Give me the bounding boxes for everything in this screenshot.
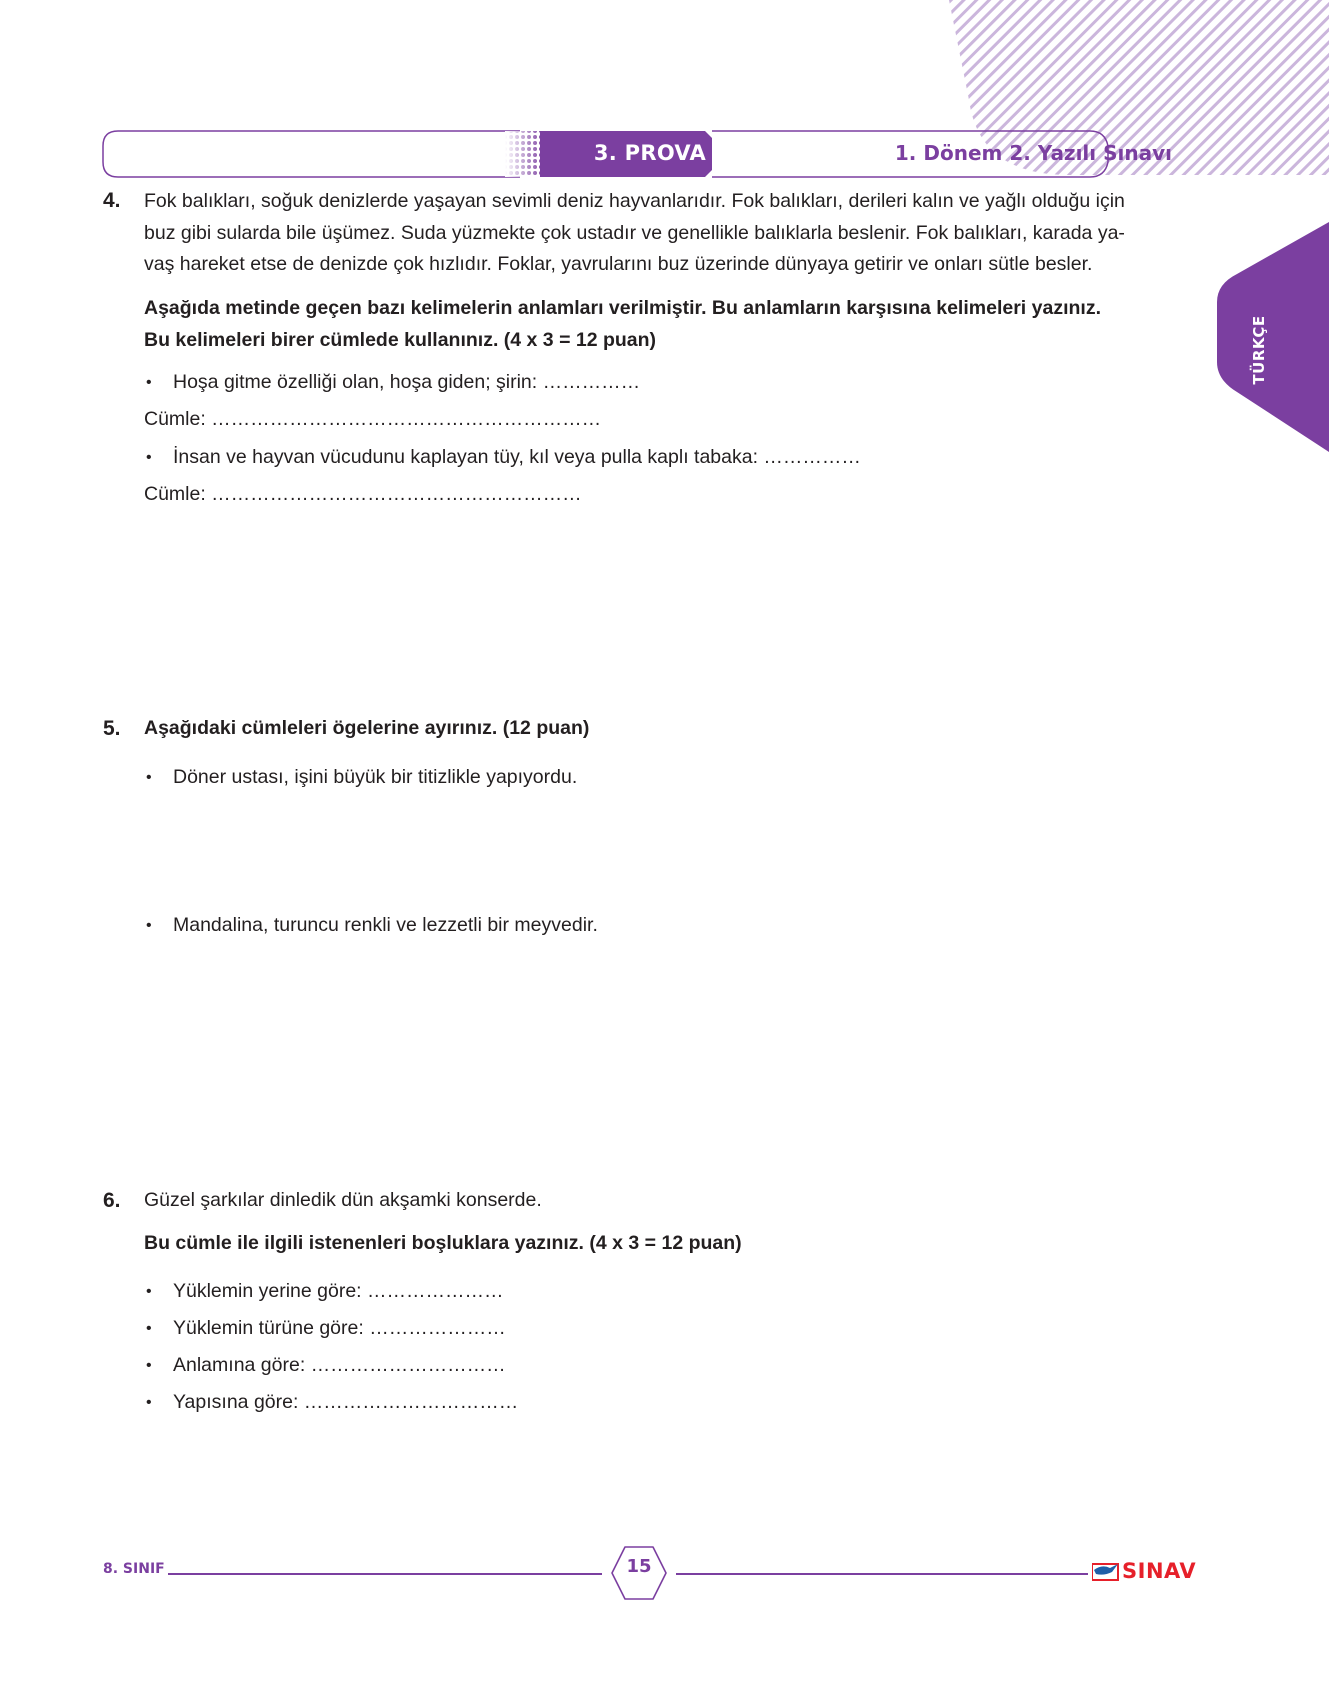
- bullet: •: [146, 769, 152, 786]
- q5-item-2-text: Mandalina, turuncu renkli ve lezzetli bir meyvedir.: [173, 914, 598, 936]
- bullet: •: [146, 917, 152, 934]
- brand-logo: SINAV: [1122, 1559, 1197, 1583]
- q5-item-1-text: Döner ustası, işini büyük bir titizlikle yapıyordu.: [173, 766, 578, 788]
- instruction-line: Bu kelimeleri birer cümlede kullanınız. (4 x 3 = 12 puan): [144, 328, 657, 351]
- page-number: 15: [626, 1556, 652, 1577]
- question-5-instruction: Aşağıdaki cümleleri ögelerine ayırınız. (12 puan): [144, 717, 590, 739]
- question-4-instruction: [144, 293, 1179, 356]
- question-4-paragraph: [144, 186, 1179, 281]
- bullet: •: [146, 1394, 152, 1411]
- question-4-number: 4.: [103, 189, 121, 212]
- bullet: •: [146, 374, 152, 391]
- q4-item-1-text: Hoşa gitme özelliği olan, hoşa giden; şirin: ……………: [173, 371, 641, 393]
- exam-title: 1. Dönem 2. Yazılı Sınavı: [894, 141, 1172, 165]
- q6-item-3-text: Anlamına göre: …………………………: [173, 1354, 506, 1376]
- bullet: •: [146, 449, 152, 466]
- bullet: •: [146, 1320, 152, 1337]
- question-6-number: 6.: [103, 1189, 121, 1212]
- paragraph-line: vaş hareket etse de denizde çok hızlıdır. Foklar, yavrularını buz üzerinde dünyaya getirir ve onları sütle besler.: [144, 253, 1093, 275]
- question-5-number: 5.: [103, 717, 121, 740]
- question-6-sentence: Güzel şarkılar dinledik dün akşamki konserde.: [144, 1189, 542, 1211]
- q4-item-2-sentence-blank: Cümle: …………………………………………………: [144, 483, 582, 505]
- q4-item-1-sentence-blank: Cümle: ……………………………………………………: [144, 408, 602, 430]
- question-6-instruction: Bu cümle ile ilgili istenenleri boşluklara yazınız. (4 x 3 = 12 puan): [144, 1232, 742, 1254]
- q4-item-2-text: İnsan ve hayvan vücudunu kaplayan tüy, kıl veya pulla kaplı tabaka: ……………: [173, 446, 861, 468]
- footer-divider-right: [676, 1573, 1088, 1575]
- q6-item-4-text: Yapısına göre: ……………………………: [173, 1391, 519, 1413]
- q6-item-1-text: Yüklemin yerine göre: …………………: [173, 1280, 504, 1302]
- grade-label: 8. SINIF: [103, 1561, 165, 1577]
- prova-label: 3. PROVA: [593, 141, 707, 165]
- q6-item-2-text: Yüklemin türüne göre: …………………: [173, 1317, 506, 1339]
- subject-label: TÜRKÇE: [1250, 315, 1268, 385]
- brand-bird-icon: [1092, 1560, 1120, 1582]
- bullet: •: [146, 1283, 152, 1300]
- paragraph-line: buz gibi sularda bile üşümez. Suda yüzmekte çok ustadır ve genellikle balıklarla beslenir. Fok balıkları, karada ya-: [144, 221, 1125, 244]
- bullet: •: [146, 1357, 152, 1374]
- footer-divider-left: [168, 1573, 602, 1575]
- instruction-line: Aşağıda metinde geçen bazı kelimelerin anlamları verilmiştir. Bu anlamların karşısına kelimeleri yazınız.: [144, 297, 1101, 319]
- paragraph-line: Fok balıkları, soğuk denizlerde yaşayan sevimli deniz hayvanlarıdır. Fok balıkları, derileri kalın ve yağlı olduğu için: [144, 190, 1125, 212]
